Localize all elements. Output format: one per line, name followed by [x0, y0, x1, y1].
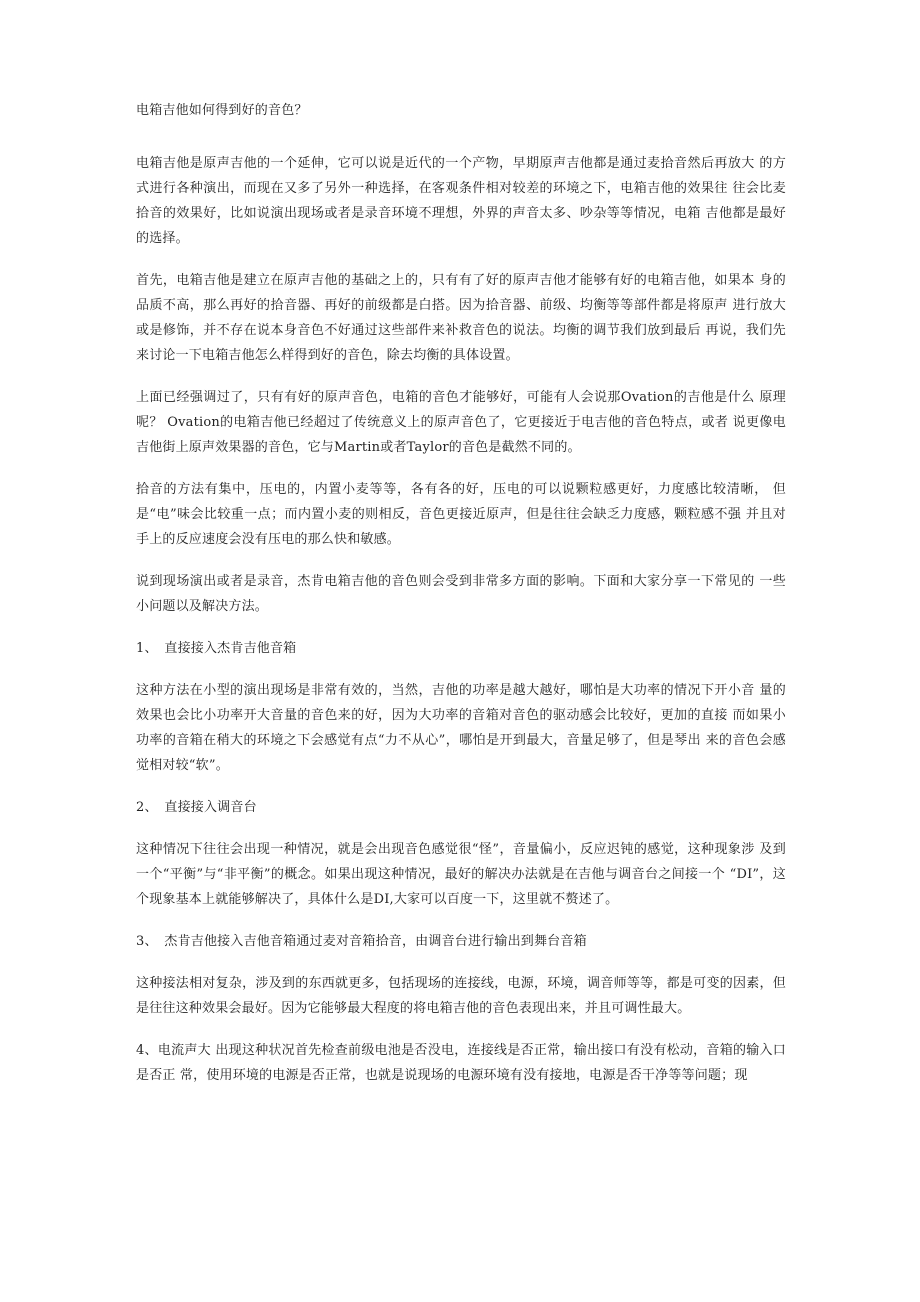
paragraph-live-recording: 说到现场演出或者是录音，杰肯电箱吉他的音色则会受到非常多方面的影响。下面和大家分享一下常见的 一些小问题以及解决方法。 [136, 574, 786, 614]
paragraph-section-1: 这种方法在小型的演出现场是非常有效的，当然，吉他的功率是越大越好，哪怕是大功率的情况下开小音 量的效果也会比小功率开大音量的音色来的好，因为大功率的音箱对音色的驱动感会比较好，更加的直接 而如果小功率的音箱在稍大的环境之下会感觉有点“力不从心”，哪怕是开到最大，音量足够了，但是琴出 来的音色会感觉相对较“软”。 [136, 683, 786, 773]
paragraph-section-2: 这种情况下往往会出现一种情况，就是会出现音色感觉很“怪”，音量偏小，反应迟钝的感觉，这种现象涉 及到一个“平衡”与“非平衡”的概念。如果出现这种情况，最好的解决办法就是在吉他与调音台之间接一个 “DI”，这个现象基本上就能够解决了，具体什么是DI,大家可以百度一下，这里就不赘述了。 [136, 842, 786, 907]
article [136, 98, 786, 1088]
paragraph-section-3: 这种接法相对复杂，涉及到的东西就更多，包括现场的连接线，电源，环境，调音师等等，都是可变的因素，但是往往这种效果会最好。因为它能够最大程度的将电箱吉他的音色表现出来，并且可调性最大。 [136, 976, 786, 1016]
paragraph-pickup-methods: 拾音的方法有集中，压电的，内置小麦等等，各有各的好，压电的可以说颗粒感更好，力度感比较清晰， 但是“电”味会比较重一点；而内置小麦的则相反，音色更接近原声，但是往往会缺乏力度感，颗粒感不强 并且对手上的反应速度会没有压电的那么快和敏感。 [136, 482, 786, 547]
section-heading-1: 1、 直接接入杰肯吉他音箱 [136, 641, 297, 656]
section-heading-2: 2、 直接接入调音台 [136, 800, 257, 815]
paragraph-ovation: 上面已经强调过了，只有有好的原声音色，电箱的音色才能够好，可能有人会说那Ovation的吉他是什么 原理呢？ Ovation的电箱吉他已经超过了传统意义上的原声音色了，它更接近于电吉他的音色特点，或者 说更像电吉他街上原声效果器的音色，它与Martin或者Taylor的音色是截然不同的。 [136, 390, 786, 455]
paragraph-first: 首先，电箱吉他是建立在原声吉他的基础之上的，只有有了好的原声吉他才能够有好的电箱吉他，如果本 身的品质不高，那么再好的拾音器、再好的前级都是白搭。因为拾音器、前级、均衡等等部件都是将原声 进行放大或是修饰，并不存在说本身音色不好通过这些部件来补救音色的说法。均衡的调节我们放到最后 再说，我们先来讨论一下电箱吉他怎么样得到好的音色，除去均衡的具体设置。 [136, 273, 786, 363]
section-heading-3: 3、 杰肯吉他接入吉他音箱通过麦对音箱拾音，由调音台进行输出到舞台音箱 [136, 934, 587, 949]
article-title: 电箱吉他如何得到好的音色？ [136, 103, 308, 118]
paragraph-intro: 电箱吉他是原声吉他的一个延伸，它可以说是近代的一个产物，早期原声吉他都是通过麦拾音然后再放大 的方式进行各种演出，而现在又多了另外一种选择，在客观条件相对较差的环境之下，电箱吉他的效果往 往会比麦拾音的效果好，比如说演出现场或者是录音环境不理想，外界的声音太多、吵杂等等情况，电箱 吉他都是最好的选择。 [136, 156, 786, 246]
paragraph-section-4: 4、电流声大 出现这种状况首先检查前级电池是否没电，连接线是否正常，输出接口有没有松动，音箱的输入口是否正 常，使用环境的电源是否正常，也就是说现场的电源环境有没有接地，电源是否干净等等问题；现 [136, 1043, 786, 1083]
